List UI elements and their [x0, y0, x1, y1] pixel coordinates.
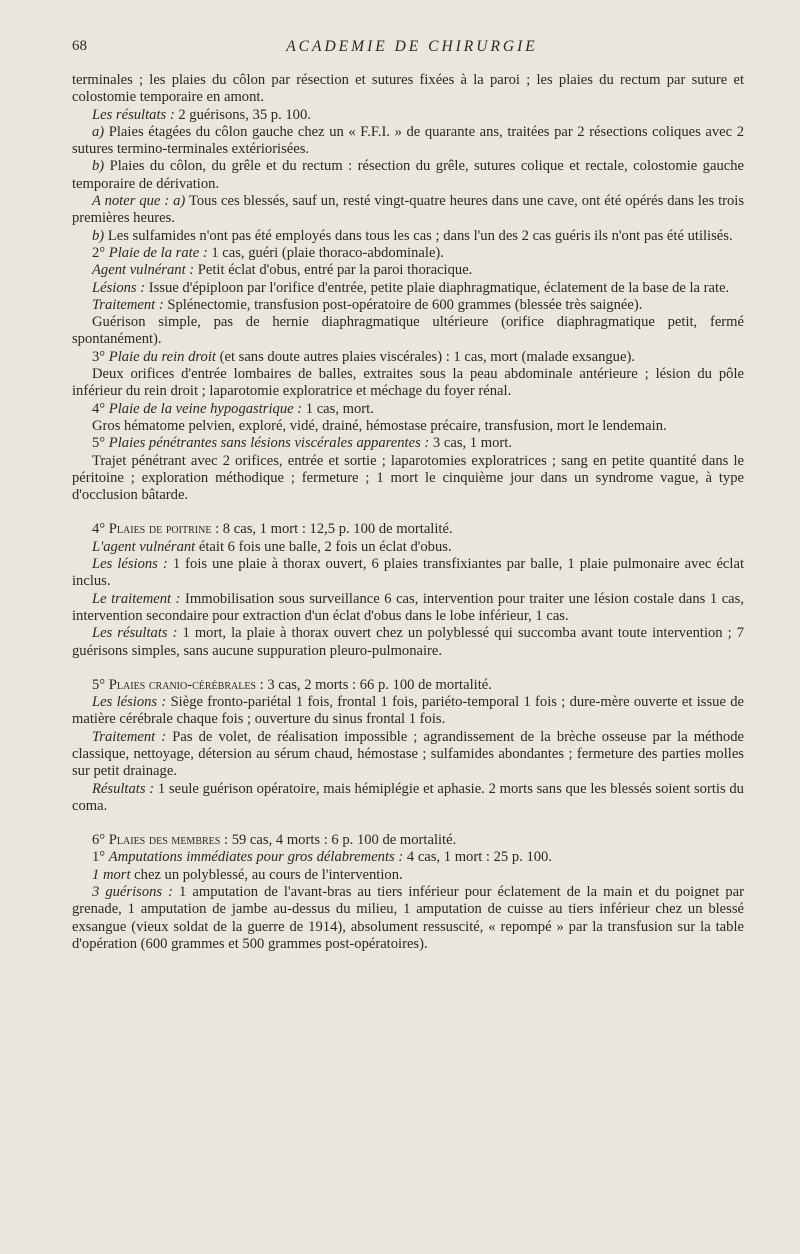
paragraph: Les résultats : 1 mort, la plaie à thorax ouvert chez un polyblessé qui succomba avant toute intervention ; 7 guérisons simples, sans aucune suppuration pleuro-pulmonaire.: [72, 625, 744, 659]
paragraph: A noter que : a) Tous ces blessés, sauf un, resté vingt-quatre heures dans une cave, ont été opérés dans les trois premières heures.: [72, 193, 745, 227]
paragraph: Résultats : 1 seule guérison opératoire, mais hémiplégie et aphasie. 2 morts sans que les blessés soient sortis du coma.: [72, 780, 744, 814]
section-heading: 4° Plaies de poitrine : 8 cas, 1 mort : 12,5 p. 100 de mortalité.: [92, 521, 453, 538]
paragraph: Deux orifices d'entrée lombaires de balles, extraites sous la peau abdominale antérieure ; lésion du pôle inférieur du rein droit ; laparotomie exploratrice et méchage du foyer rénal.: [72, 366, 744, 400]
paragraph: Guérison simple, pas de hernie diaphragmatique ultérieure (orifice diaphragmatique petit, fermé spontanément).: [72, 314, 744, 348]
paragraph: 1 mort chez un polyblessé, au cours de l'intervention.: [92, 866, 403, 883]
paragraph: Les lésions : 1 fois une plaie à thorax ouvert, 6 plaies transfixiantes par balle, 1 plaie pulmonaire avec éclat inclus.: [72, 556, 744, 590]
paragraph: 5° Plaies pénétrantes sans lésions viscérales apparentes : 3 cas, 1 mort.: [92, 435, 512, 452]
paragraph: Traitement : Pas de volet, de réalisation impossible ; agrandissement de la brèche osseuse par la méthode classique, nettoyage, détersion au sérum chaud, hémostase ; sulfamides abondantes ; fermeture des parties molles sur petit drainage.: [72, 728, 745, 780]
paragraph: 4° Plaie de la veine hypogastrique : 1 cas, mort.: [92, 400, 374, 417]
paragraph: Traitement : Splénectomie, transfusion post-opératoire de 600 grammes (blessée très saignée).: [92, 296, 643, 313]
paragraph: b) Les sulfamides n'ont pas été employés dans tous les cas ; dans l'un des 2 cas guéris ils n'ont pas été utilisés.: [92, 227, 733, 244]
paragraph: Trajet pénétrant avec 2 orifices, entrée et sortie ; laparotomies exploratrices ; sang en petite quantité dans le péritoine ; exploration méthodique ; fermeture ; 1 mort le cinquième jour dans un syndrome vague, à type d'occlusion bâtarde.: [72, 452, 744, 504]
body-text: [72, 72, 744, 953]
paragraph: 3 guérisons : 1 amputation de l'avant-bras au tiers inférieur pour éclatement de la main et du poignet par grenade, 1 amputation de jambe au-dessus du milieu, 1 amputation de cuisse au tiers inférieur chez un blessé exsangue (vieux soldat de la guerre de 1914), absolument ressuscité, « repompé » par la transfusion sur la table d'opération (600 grammes et 500 grammes post-opératoires).: [72, 884, 745, 952]
page-header: [72, 38, 752, 60]
page-number: 68: [72, 38, 87, 54]
paragraph: terminales ; les plaies du côlon par résection et sutures fixées à la paroi ; les plaies du rectum par suture et colostomie temporaire en amont.: [72, 72, 744, 106]
paragraph: Le traitement : Immobilisation sous surveillance 6 cas, intervention pour traiter une lésion costale dans 1 cas, intervention secondaire pour extraction d'un éclat d'obus dans le lobe inférieur, 1 cas.: [72, 590, 744, 624]
paragraph: Les résultats : 2 guérisons, 35 p. 100.: [92, 106, 311, 123]
paragraph: 1° Amputations immédiates pour gros délabrements : 4 cas, 1 mort : 25 p. 100.: [92, 849, 552, 866]
paragraph: 3° Plaie du rein droit (et sans doute autres plaies viscérales) : 1 cas, mort (malade exsangue).: [92, 348, 635, 365]
paragraph: L'agent vulnérant était 6 fois une balle, 2 fois un éclat d'obus.: [92, 538, 452, 555]
running-head: ACADEMIE DE CHIRURGIE: [286, 38, 538, 55]
paragraph: b) Plaies du côlon, du grêle et du rectum : résection du grêle, sutures colique et rectale, colostomie gauche temporaire de dérivation.: [72, 158, 744, 192]
paragraph: Les lésions : Siège fronto-pariétal 1 fois, frontal 1 fois, pariéto-temporal 1 fois ; dure-mère ouverte et issue de matière cérébrale chaque fois ; ouverture du sinus frontal 1 fois.: [72, 694, 744, 728]
section-heading: 5° Plaies cranio-cérébrales : 3 cas, 2 morts : 66 p. 100 de mortalité.: [92, 676, 492, 693]
paragraph: a) Plaies étagées du côlon gauche chez un « F.F.I. » de quarante ans, traitées par 2 résections coliques avec 2 sutures termino-terminales extériorisées.: [72, 123, 744, 158]
section-heading: 6° Plaies des membres : 59 cas, 4 morts : 6 p. 100 de mortalité.: [92, 832, 457, 849]
paragraph: Lésions : Issue d'épiploon par l'orifice d'entrée, petite plaie diaphragmatique, éclatement de la base de la rate.: [92, 279, 730, 296]
paragraph: Gros hématome pelvien, exploré, vidé, drainé, hémostase précaire, transfusion, mort le lendemain.: [92, 417, 667, 434]
paragraph: Agent vulnérant : Petit éclat d'obus, entré par la paroi thoracique.: [92, 262, 473, 279]
paragraph: 2° Plaie de la rate : 1 cas, guéri (plaie thoraco-abdominale).: [92, 244, 444, 261]
